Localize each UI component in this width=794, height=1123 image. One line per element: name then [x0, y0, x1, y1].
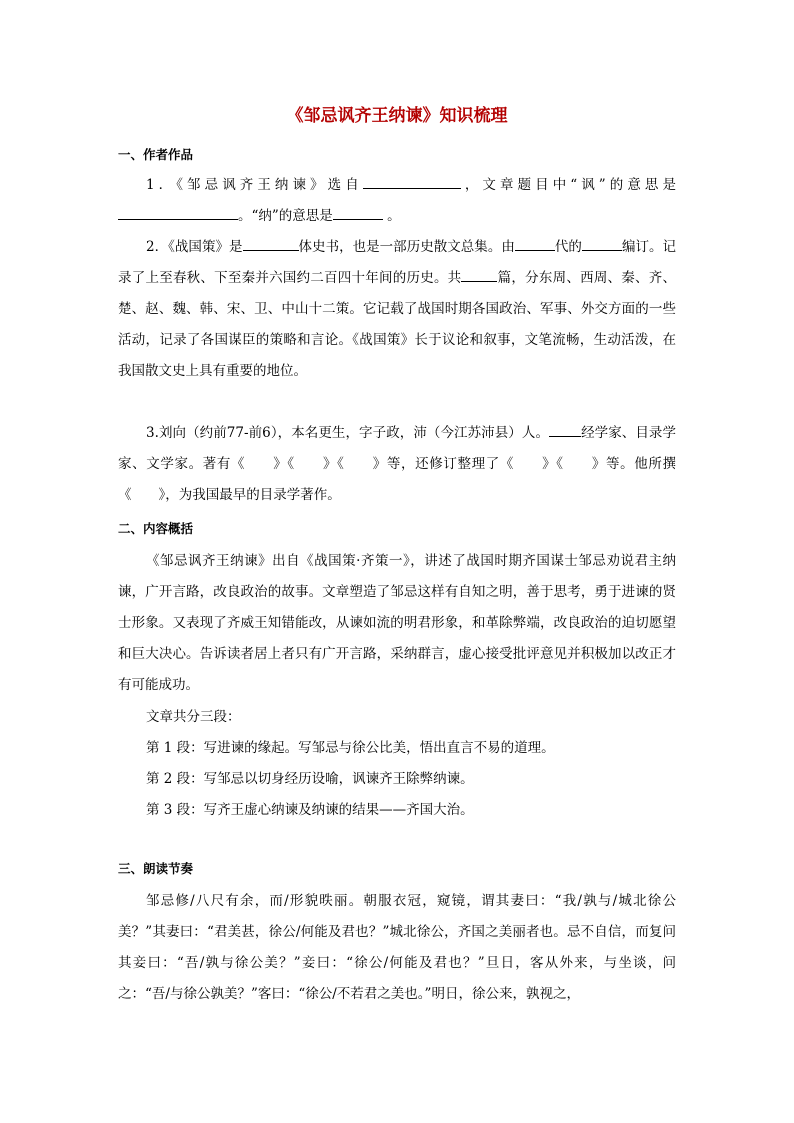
- item-2-text-b: 体史书，也是一部历史散文总集。由: [298, 239, 515, 255]
- structure-para-2: 第 2 段：写邹忌以切身经历设喻，讽谏齐王除弊纳谏。: [146, 771, 474, 787]
- fill-blank-na-meaning: [333, 205, 383, 220]
- reading-rhythm-paragraph: 邹忌修/八尺有余，而/形貌昳丽。朝服衣冠，窥镜，谓其妻曰：“我/孰与/城北徐公美？”其妻曰：“君美甚，徐公/何能及君也？”城北徐公，齐国之美丽者也。忌不自信，而复问其妾曰：“吾/孰与徐公美？”妾曰：“徐公/何能及君也？”旦日，客从外来，与坐谈，问之：“吾/与徐公孰美？”客曰：“徐公/不若君之美也。”明日，徐公来，孰视之，: [118, 893, 676, 1002]
- section-heading-author-works: 一、作者作品: [118, 147, 194, 162]
- item-2-paragraph: [118, 232, 676, 387]
- document-title: 《邹忌讽齐王纳谏》知识梳理: [286, 106, 508, 126]
- item-1-text-b: ，文章题目中“讽”的意思是: [460, 177, 676, 193]
- item-1-paragraph: [118, 170, 676, 232]
- item-2-text-a: 2．《战国策》是: [146, 239, 243, 255]
- fill-blank-editor: [582, 236, 622, 251]
- fill-blank-genre: [243, 236, 299, 251]
- item-2-text-c: 代的: [554, 239, 582, 255]
- item-3-text-a: 3.刘向（约前77-前6），本名更生，字子政，沛（今江苏沛县）人。: [146, 425, 550, 441]
- structure-para-1: 第 1 段：写进谏的缘起。写邹忌与徐公比美，悟出直言不易的道理。: [146, 740, 555, 756]
- item-1-text-a: 1．《邹忌讽齐王纳谏》选自: [146, 177, 363, 193]
- section-heading-content-summary: 二、内容概括: [118, 521, 194, 536]
- fill-blank-chapter-count: [461, 267, 497, 282]
- item-3-paragraph: [118, 418, 676, 511]
- fill-blank-dynasty: [515, 236, 555, 251]
- structure-para-3: 第 3 段：写齐王虚心纳谏及纳谏的结果——齐国大治。: [146, 802, 474, 818]
- fill-blank-feng-meaning: [118, 205, 238, 220]
- item-1-text-d: 。: [382, 208, 401, 224]
- section-heading-reading-rhythm: 三、朗读节奏: [118, 861, 194, 876]
- item-3-text-b: 经学家、目录学家、文学家。著有《 》《 》《 》等，还修订整理了《 》《 》等。他所撰《 》，为我国最早的目录学著作。: [118, 425, 676, 503]
- summary-paragraph: 《邹忌讽齐王纳谏》出自《战国策·齐策一》，讲述了战国时期齐国谋士邹忌劝说君主纳谏，广开言路，改良政治的故事。文章塑造了邹忌这样有自知之明，善于思考，勇于进谏的贤士形象。又表现了齐威王知错能改，从谏如流的明君形象，和革除弊端，改良政治的迫切愿望和巨大决心。告诉读者居上者只有广开言路，采纳群言，虚心接受批评意见并积极加以改正才有可能成功。: [118, 553, 676, 693]
- structure-intro: 文章共分三段：: [146, 709, 241, 725]
- item-2-text-d: 编订。记录了上至春秋、下至秦并六国约二百四十年间的历史。共: [118, 239, 677, 286]
- item-1-text-c: 。“纳”的意思是: [238, 208, 333, 224]
- fill-blank-dynasty-liuxiang: [549, 422, 581, 437]
- item-2-text-e: 篇，分东周、西周、秦、齐、楚、赵、魏、韩、宋、卫、中山十二策。它记载了战国时期各国政治、军事、外交方面的一些活动，记录了各国谋臣的策略和言论。《战国策》长于议论和叙事，文笔流畅，生动活泼，在我国散文史上具有重要的地位。: [118, 270, 677, 379]
- fill-blank-source: [363, 174, 461, 189]
